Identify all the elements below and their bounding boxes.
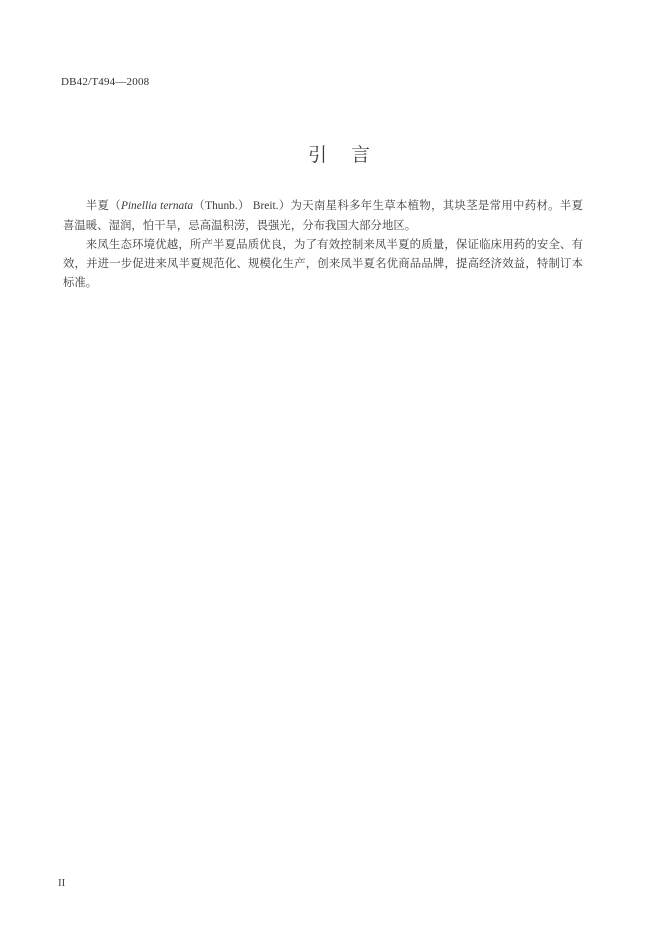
introduction-body	[63, 196, 583, 292]
paragraph-laifeng-purpose: 来凤生态环境优越，所产半夏品质优良，为了有效控制来凤半夏的质量，保证临床用药的安全、有效，并进一步促进来凤半夏规范化、规模化生产，创来凤半夏名优商品品牌，提高经济效益，特制订本标准。	[63, 237, 583, 289]
standard-code-header: DB42/T494—2008	[61, 76, 150, 88]
paragraph1-rest: 为天南星科多年生草本植物，其块茎是常用中药材。半夏喜温暖、湿润，怕干旱，忌高温积涝，畏强光，分布我国大部分地区。	[63, 198, 583, 232]
section-title: 引言	[307, 144, 394, 166]
scientific-author: （Thunb.） Breit.）	[193, 200, 291, 212]
paragraph1-prefix: 半夏（	[85, 198, 121, 212]
scientific-name: Pinellia ternata	[120, 200, 194, 212]
page-number: II	[58, 877, 66, 889]
paragraph-pinellia-description	[63, 196, 583, 235]
